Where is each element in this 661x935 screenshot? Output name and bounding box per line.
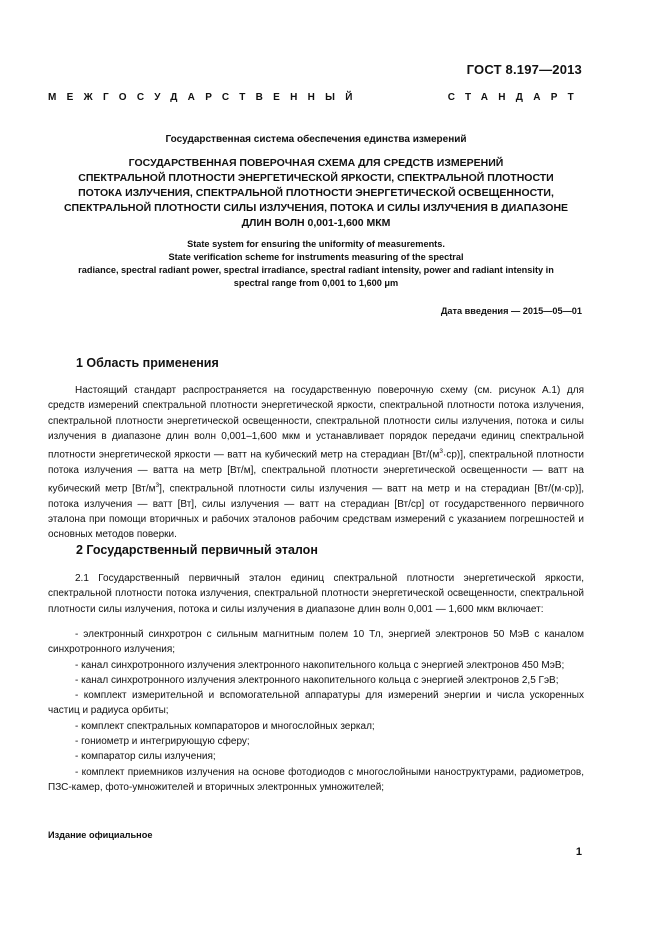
- list-item: - компаратор силы излучения;: [75, 751, 216, 763]
- banner-standard: СТАНДАРТ: [447, 92, 584, 103]
- list-item: - комплект измерительной и вспомогательной аппаратуры для измерений энергии и числа ускоренных частиц и радиуса орбиты;: [48, 690, 584, 717]
- superscript: 3: [155, 482, 160, 490]
- page-number: 1: [575, 846, 582, 858]
- list-item: - комплект приемников излучения на основе фотодиодов с многослойными наноструктурами, радиометров, ПЗС-камер, фото-умножителей и вторичных электронных умножителей;: [48, 766, 584, 793]
- equipment-list: [48, 627, 584, 795]
- main-title: ГОСУДАРСТВЕННАЯ ПОВЕРОЧНАЯ СХЕМА ДЛЯ СРЕДСТВ ИЗМЕРЕНИЙ СПЕКТРАЛЬНОЙ ПЛОТНОСТИ ЭНЕРГЕТИЧЕСКОЙ ЯРКОСТИ, СПЕКТРАЛЬНОЙ ПЛОТНОСТИ ПОТОКА ИЗЛУЧЕНИЯ, СПЕКТРАЛЬНОЙ ПЛОТНОСТИ ЭНЕРГЕТИЧЕСКОЙ ОСВЕЩЕННОСТИ, СПЕКТРАЛЬНОЙ ПЛОТНОСТИ СИЛЫ ИЗЛУЧЕНИЯ, ПОТОКА И СИЛЫ ИЗЛУЧЕНИЯ В ДИАПАЗОНЕ ДЛИН ВОЛН 0,001-1,600 МКМ: [63, 157, 569, 229]
- list-item: - канал синхротронного излучения электронного накопительного кольца с энергией электронов 2,5 ГэВ;: [75, 674, 559, 686]
- paragraph-text: ·ср)], спектральной плотности потока излучения — ватта на метр [Вт/м], спектральной плотности энергетической освещенности — ватт на кубический метр [Вт/м: [48, 449, 584, 495]
- system-name: Государственная система обеспечения единства измерений: [165, 134, 467, 145]
- list-item: - комплект спектральных компараторов и многослойных зеркал;: [75, 720, 375, 732]
- paragraph-text: ], спектральной плотности силы излучения — ватт на метр и на стерадиан [Вт/(м·ср)], потока излучения — ватт [Вт], силы излучения — ватт на стерадиан [Вт/ср] от государственного первичного эталона при помощи вторичных и рабочих эталонов рабочим средствам измерений с указанием погрешностей и основных методов поверки.: [48, 483, 584, 541]
- gost-number: ГОСТ 8.197—2013: [466, 62, 582, 77]
- superscript: 3: [439, 448, 443, 456]
- english-title: State system for ensuring the uniformity of measurements. State verification scheme for instruments measuring of the spectral radiance, spectral radiant power, spectral irradiance, spectral radiant intensity, power and radiant intensity in spectral range from 0,001 to 1,600 μm: [78, 239, 554, 288]
- edition-note: Издание официальное: [48, 830, 153, 840]
- list-item: - гониометр и интегрирующую сферу;: [75, 736, 250, 748]
- list-item: - электронный синхротрон с сильным магнитным полем 10 Тл, энергией электронов 50 МэВ с каналом синхротронного излучения;: [48, 629, 584, 656]
- section-2-paragraph: 2.1 Государственный первичный эталон единиц спектральной плотности энергетической яркости, спектральной плотности потока излучения, спектральной плотности энергетической освещенности, спектральной плотности силы излучения, потока и силы излучения в диапазоне длин волн 0,001 — 1,600 мкм включает:: [48, 573, 584, 615]
- section-1-paragraph: [48, 383, 584, 543]
- section-2-heading: 2 Государственный первичный эталон: [76, 543, 318, 557]
- section-1-heading: 1 Область применения: [76, 356, 219, 370]
- list-item: - канал синхротронного излучения электронного накопительного кольца с энергией электронов 450 МэВ;: [75, 659, 565, 671]
- standard-banner: [48, 92, 584, 103]
- banner-interstate: МЕЖГОСУДАРСТВЕННЫЙ: [48, 92, 363, 103]
- intro-date: Дата введения — 2015—05—01: [440, 306, 582, 316]
- paragraph-text: Настоящий стандарт распространяется на государственную поверочную схему (см. рисунок А.1) для средств измерений спектральной плотности энергетической яркости, спектральной плотности потока излучения, спектральной плотности энергетической освещенности, спектральной плотности силы излучения, потока и силы излучения в диапазоне длин волн 0,001–1,600 мкм и устанавливает порядок передачи единиц спектральной плотности энергетической яркости — ватт на кубический метр на стерадиан [Вт/(м: [48, 385, 584, 461]
